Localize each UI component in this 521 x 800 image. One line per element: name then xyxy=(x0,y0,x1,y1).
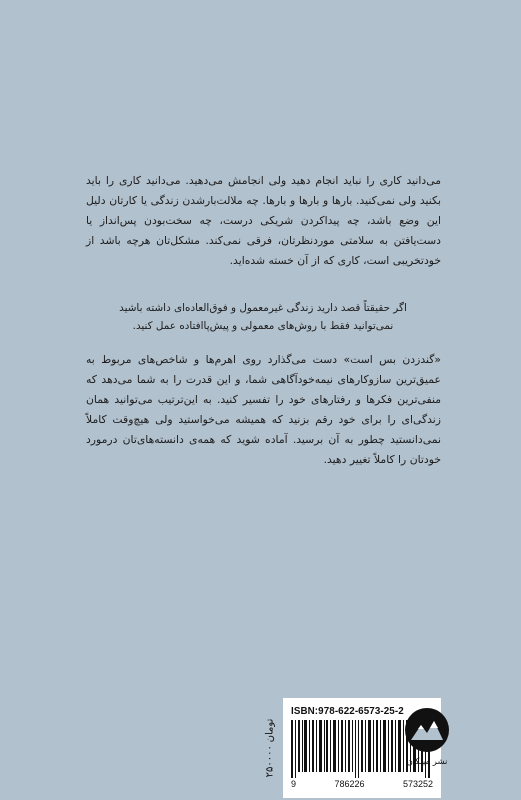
mountain-logo-icon xyxy=(404,707,450,753)
blurb-paragraph-1: می‌دانید کاری را نباید انجام دهید ولی انجامش می‌دهید. می‌دانید کاری را باید بکنید ولی نمی‌کنید. بارها و بارها و بارها. چه ملالت‌بارشدن زندگی یا کارتان دلیل این وضع باشد، چه پیداکردن شریکی درست، چه سخت‌بودن پس‌انداز یا دست‌یافتن به سلامتی موردنظرتان، فرقی نمی‌کند. مشکل‌تان هرچه باشد از خودتخریبی است، کاری که از آن خسته شده‌اید. xyxy=(86,174,441,267)
publisher-block xyxy=(403,707,451,782)
isbn-label: ISBN:978-622-6573-25-2 xyxy=(291,706,404,717)
barcode-digit-first: 9 xyxy=(291,779,297,789)
publisher-name: نشر میلکان xyxy=(406,757,448,767)
price-text: ۲۵۰۰۰۰ تومان xyxy=(264,718,276,778)
blurb-quote-paragraph: اگر حقیقتاً قصد دارید زندگی غیرمعمول و فوق‌العاده‌ای داشته باشید نمی‌توانید فقط با روش‌های معمولی و پیش‌پاافتاده عمل کنید. xyxy=(119,302,407,332)
blurb-paragraph-3: «گندزدن بس است» دست می‌گذارد روی اهرم‌ها و شاخص‌های مربوط به عمیق‌ترین سازوکارهای نیمه‌خودآگاهی شما، و این قدرت را به شما می‌دهد که منفی‌ترین فکرها و رفتارهای خود را تفسیر کنید. به این‌ترتیب می‌توانید همان زندگی‌ای را برای خود رقم بزنید که همیشه می‌خواستید ولی هیچ‌وقت کاملاً نمی‌دانستید چطور به آن برسید. آماده شوید که همه‌ی دانسته‌های‌تان درمورد خودتان را کاملاً تغییر دهید. xyxy=(86,353,441,466)
barcode-digits-middle: 786226 xyxy=(334,779,365,789)
price-label xyxy=(257,708,283,788)
barcode-digits-last: 573252 xyxy=(402,779,433,789)
